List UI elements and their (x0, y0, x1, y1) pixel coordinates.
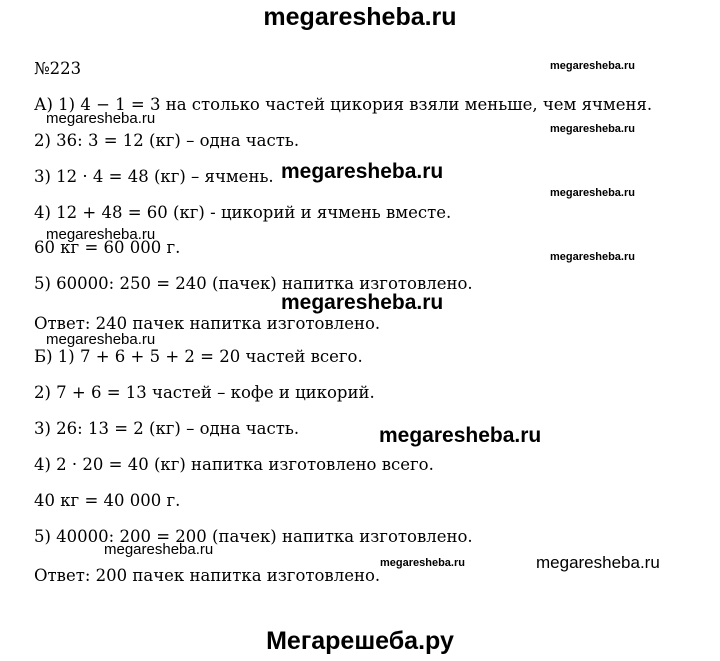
watermark: megaresheba.ru (46, 331, 156, 348)
watermark: megaresheba.ru (46, 110, 156, 127)
solution-line-b3: 3) 26: 13 = 2 (кг) – одна часть. (34, 419, 300, 438)
watermark: megaresheba.ru (281, 291, 444, 314)
watermark: megaresheba.ru (550, 123, 635, 135)
watermark: megaresheba.ru (281, 160, 444, 183)
solution-line-a4: 4) 12 + 48 = 60 (кг) - цикорий и ячмень вместе. (34, 203, 452, 222)
solution-line-b1: Б) 1) 7 + 6 + 5 + 2 = 20 частей всего. (34, 347, 363, 366)
watermark: megaresheba.ru (46, 226, 156, 243)
problem-number: №223 (34, 59, 82, 78)
solution-line-a1: А) 1) 4 − 1 = 3 на столько частей цикория взяли меньше, чем ячменя. (34, 95, 653, 114)
site-footer-title: Мегарешеба.ру (266, 627, 454, 655)
answer-b: Ответ: 200 пачек напитка изготовлено. (34, 566, 381, 585)
solution-line-b4: 4) 2 · 20 = 40 (кг) напитка изготовлено всего. (34, 455, 434, 474)
answer-a: Ответ: 240 пачек напитка изготовлено. (34, 314, 381, 333)
watermark: megaresheba.ru (104, 541, 214, 558)
watermark: megaresheba.ru (550, 60, 635, 72)
solution-line-b5: 5) 40000: 200 = 200 (пачек) напитка изготовлено. (34, 527, 473, 546)
solution-line-a5: 5) 60000: 250 = 240 (пачек) напитка изготовлено. (34, 274, 473, 293)
solution-line-a4-conversion: 60 кг = 60 000 г. (34, 238, 181, 257)
solution-line-b2: 2) 7 + 6 = 13 частей – кофе и цикорий. (34, 383, 375, 402)
solution-line-a2: 2) 36: 3 = 12 (кг) – одна часть. (34, 131, 300, 150)
watermark: megaresheba.ru (380, 557, 465, 569)
site-header-title: megaresheba.ru (263, 3, 457, 31)
watermark: megaresheba.ru (379, 424, 542, 447)
watermark: megaresheba.ru (536, 553, 660, 572)
watermark: megaresheba.ru (550, 251, 635, 263)
watermark: megaresheba.ru (550, 187, 635, 199)
solution-line-b4-conversion: 40 кг = 40 000 г. (34, 491, 181, 510)
solution-line-a3: 3) 12 · 4 = 48 (кг) – ячмень. (34, 167, 274, 186)
